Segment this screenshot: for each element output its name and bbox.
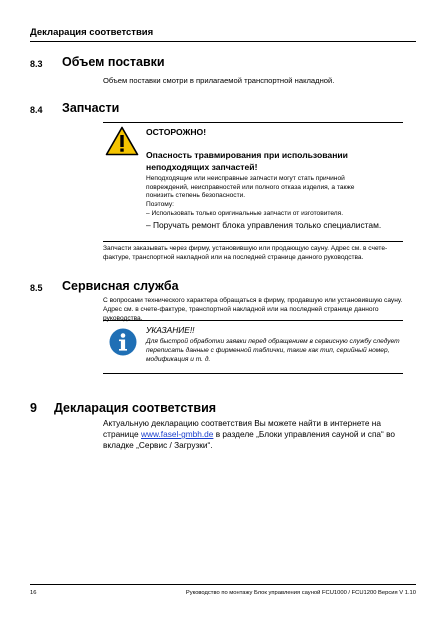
warning-triangle-icon: [105, 126, 139, 156]
note-content: [146, 325, 401, 364]
warning-text-line: Неподходящие или неисправные запчасти могут стать причиной: [146, 175, 345, 182]
note-bottom-rule: [103, 373, 403, 374]
info-icon: [109, 328, 137, 356]
warning-text: [146, 175, 401, 219]
chapter-title: Декларация соответствия: [54, 401, 217, 415]
section-number: 8.5: [30, 283, 43, 293]
section-number: 8.4: [30, 105, 43, 115]
section-title: Запчасти: [62, 101, 120, 115]
warning-text-line: понизить степень безопасности.: [146, 192, 246, 200]
warning-title: ОСТОРОЖНО!: [146, 127, 207, 137]
chapter-number: 9: [30, 401, 37, 415]
footer-text: Руководство по монтажу Блок управления сауной FCU1000 / FCU1200 Версия V 1.10: [185, 590, 416, 596]
section-body: С вопросами технического характера обращаться в фирму, продавшую или установившую сауну. Адрес см. в счете-фактуре, транспортной накладной или на последней странице данного руководства.: [103, 297, 403, 322]
note-title: УКАЗАНИЕ!!: [146, 325, 195, 335]
warning-action: – Поручать ремонт блока управления только специалистам.: [146, 219, 382, 230]
warning-content: [146, 127, 401, 230]
page-footer: [30, 584, 416, 596]
warning-text-line: Поэтому:: [146, 201, 174, 209]
section-number: 8.3: [30, 59, 43, 69]
warning-subtitle: Опасность травмирования при использовании неподходящих запчастей!: [146, 150, 348, 172]
section-title: Сервисная служба: [62, 279, 179, 293]
page-header: [30, 27, 416, 42]
warning-bottom-rule: [103, 241, 403, 242]
chapter-text-before-link: Актуальную декларацию соответствия Вы можете найти в интернете на странице: [103, 418, 381, 439]
warning-box: [103, 122, 403, 242]
chapter-text-after-link: в разделе „Блоки управления сауной и спа“ во вкладке „Сервис / Загрузки“.: [103, 429, 396, 450]
section-body: Объем поставки смотри в прилагаемой транспортной накладной.: [103, 76, 335, 85]
note-text: Для быстрой обработки заявки перед обращением в сервисную службу следует переписать данные с фирменной таблички, такие как тип, серийный номер, модификация и т. д.: [146, 338, 400, 363]
chapter-body: [103, 418, 408, 451]
footer-page-number: 16: [30, 590, 37, 596]
website-link[interactable]: www.fasel-gmbh.de: [140, 429, 214, 439]
header-title: Декларация соответствия: [30, 27, 154, 38]
warning-text-line: – Использовать только оригинальные запчасти от изготовителя.: [146, 209, 344, 217]
warning-top-rule: [103, 122, 403, 123]
warning-text-line: повреждений, неисправностей или полного отказа изделия, а также: [146, 183, 355, 191]
note-box: [103, 320, 403, 374]
section-body: Запчасти заказывать через фирму, установившую или продающую сауну. Адрес см. в счете-фактуре, транспортной накладной или на последней странице данного руководства.: [103, 245, 388, 261]
note-top-rule: [103, 320, 403, 321]
section-title: Объем поставки: [62, 55, 165, 69]
